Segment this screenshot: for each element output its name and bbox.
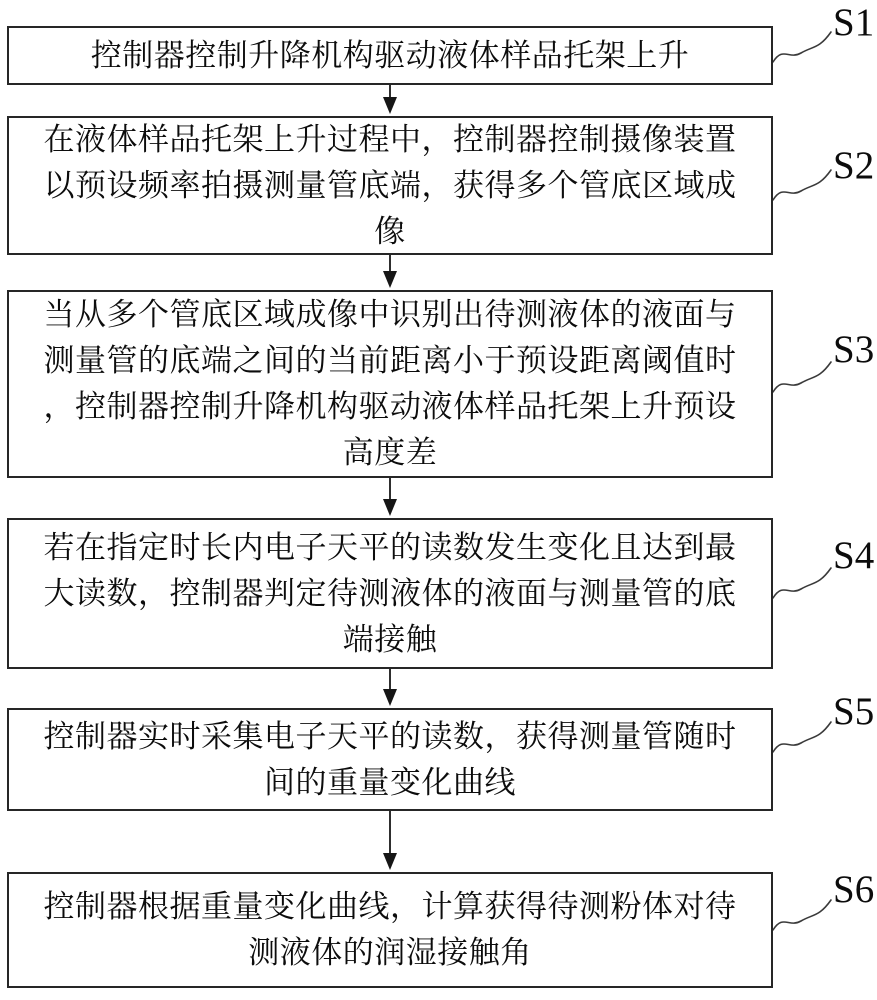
flow-arrow-3	[383, 478, 397, 516]
flow-arrow-4	[383, 669, 397, 706]
leader-squiggle-s1	[773, 32, 831, 62]
flow-step-5-box	[7, 708, 773, 811]
flow-step-6-box	[7, 872, 773, 988]
flow-step-5-text: 控制器实时采集电子天平的读数，获得测量管随时 间的重量变化曲线	[43, 718, 737, 800]
flow-step-1-box	[7, 26, 773, 85]
step-label-s4: S4	[833, 534, 875, 577]
flow-step-2-text: 在液体样品托架上升过程中，控制器控制摄像装置 以预设频率拍摄测量管底端，获得多个管底区域成 像	[43, 121, 737, 249]
step-label-s2: S2	[833, 144, 875, 187]
leader-squiggle-s6	[773, 900, 831, 930]
flow-arrow-2	[383, 255, 397, 288]
flow-step-4-text: 若在指定时长内电子天平的读数发生变化且达到最 大读数，控制器判定待测液体的液面与测量管的底 端接触	[43, 529, 737, 657]
flow-step-1-text: 控制器控制升降机构驱动液体样品托架上升	[90, 37, 690, 73]
leader-squiggle-s2	[773, 170, 831, 200]
step-label-s1: S1	[833, 1, 875, 44]
flow-step-2-box	[7, 116, 773, 255]
leader-squiggle-s3	[773, 362, 831, 392]
step-label-s3: S3	[833, 328, 875, 371]
step-label-s6: S6	[833, 868, 875, 911]
step-label-s5: S5	[833, 690, 875, 733]
flow-arrow-1	[383, 85, 397, 114]
flow-step-4-box	[7, 518, 773, 669]
flow-step-3-box	[7, 290, 773, 478]
flow-step-3-text: 当从多个管底区域成像中识别出待测液体的液面与 测量管的底端之间的当前距离小于预设距离阈值时 ，控制器控制升降机构驱动液体样品托架上升预设 高度差	[43, 297, 737, 470]
flow-step-6-text: 控制器根据重量变化曲线，计算获得待测粉体对待 测液体的润湿接触角	[43, 889, 737, 970]
leader-squiggle-s5	[773, 722, 831, 752]
leader-squiggle-s4	[773, 568, 831, 598]
flow-arrow-5	[383, 811, 397, 870]
